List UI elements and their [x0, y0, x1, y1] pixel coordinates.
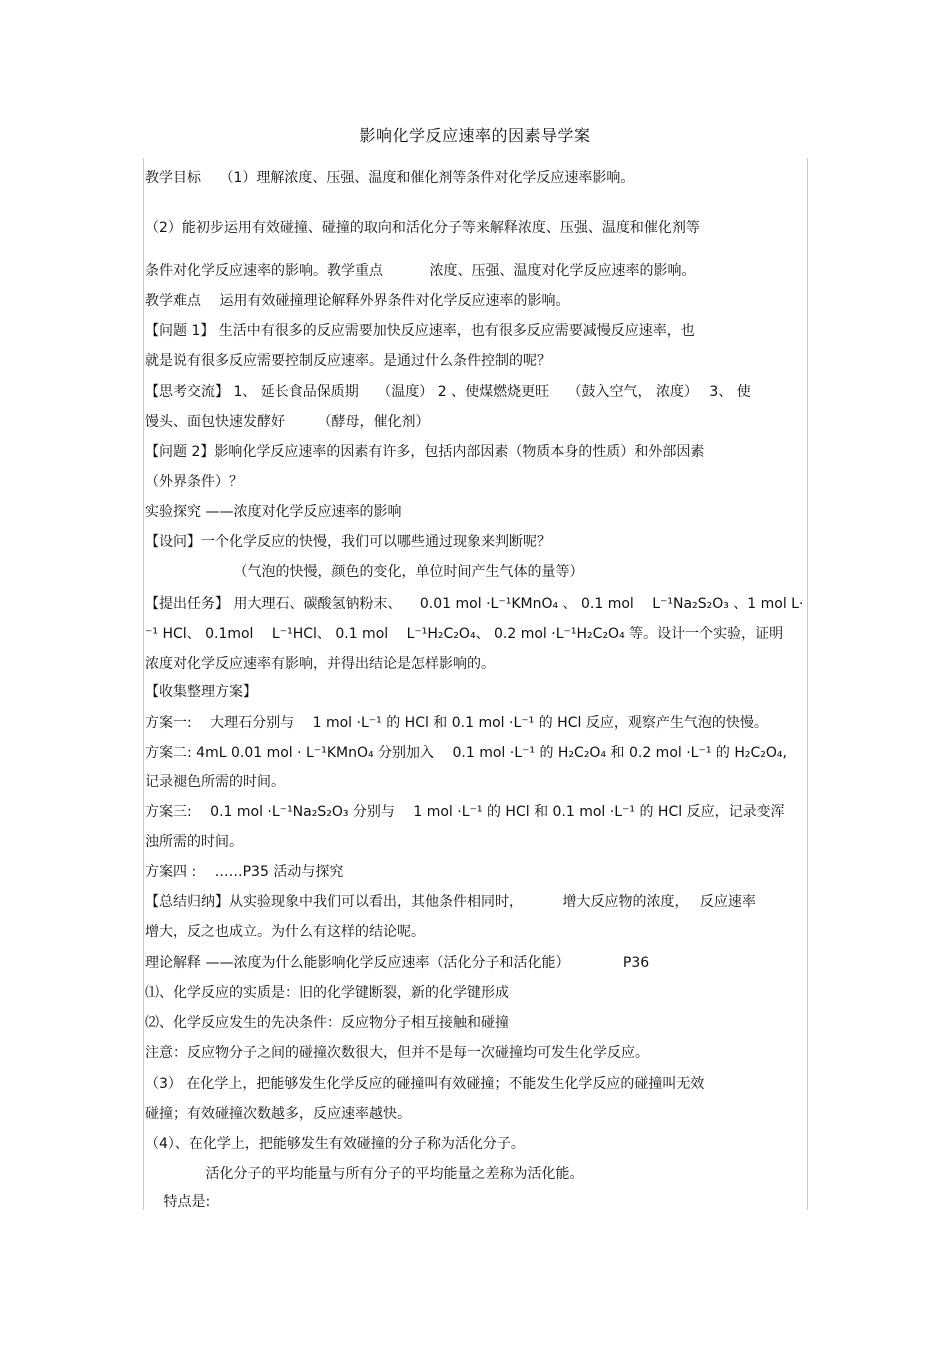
text-line: ⑵、化学反应发生的先决条件：反应物分子相互接触和碰撞: [145, 1015, 509, 1031]
text-line: （4）、在化学上，把能够发生有效碰撞的分子称为活化分子。: [145, 1136, 525, 1152]
text-line: 馒头、面包快速发酵好 （酵母，催化剂）: [145, 414, 430, 430]
text-line: （3） 在化学上，把能够发生化学反应的碰撞叫有效碰撞；不能发生化学反应的碰撞叫无效: [145, 1076, 705, 1092]
text-line: 注意：反应物分子之间的碰撞次数很大，但并不是每一次碰撞均可发生化学反应。: [145, 1045, 649, 1061]
text-line: 【问题 2】影响化学反应速率的因素有许多，包括内部因素（物质本身的性质）和外部因素: [145, 444, 705, 460]
text-line: 教学难点 运用有效碰撞理论解释外界条件对化学反应速率的影响。: [145, 293, 570, 309]
text-line: （2）能初步运用有效碰撞、碰撞的取向和活化分子等来解释浓度、压强、温度和催化剂等: [145, 220, 700, 236]
text-line: ⑴、化学反应的实质是：旧的化学键断裂，新的化学键形成: [145, 985, 509, 1001]
text-line: 教学目标 （1）理解浓度、压强、温度和催化剂等条件对化学反应速率影响。: [145, 170, 635, 186]
text-line: 【问题 1】 生活中有很多的反应需要加快反应速率，也有很多反应需要减慢反应速率，也: [145, 323, 695, 339]
text-line: 增大，反之也成立。为什么有这样的结论呢。: [145, 924, 425, 940]
text-line: 碰撞；有效碰撞次数越多，反应速率越快。: [145, 1106, 411, 1122]
text-line: 就是说有很多反应需要控制反应速率。是通过什么条件控制的呢？: [145, 353, 551, 369]
text-line: 【收集整理方案】: [145, 684, 257, 700]
frame-right-border: [807, 158, 808, 1210]
text-line: 特点是:: [145, 1194, 211, 1210]
text-line: 浊所需的时间。: [145, 834, 243, 850]
text-line: 条件对化学反应速率的影响。教学重点 浓度、压强、温度对化学反应速率的影响。: [145, 263, 696, 279]
text-line: （气泡的快慢，颜色的变化，单位时间产生气体的量等）: [145, 564, 584, 580]
text-line: 方案四 : ……P35 活动与探究: [145, 864, 344, 880]
text-line: 【设问】一个化学反应的快慢，我们可以哪些通过现象来判断呢？: [145, 534, 551, 550]
text-line: 【思考交流】 1、 延长食品保质期 （温度） 2 、使煤燃烧更旺 （鼓入空气， 浓度） 3、 使: [145, 384, 751, 400]
text-line: ⁻¹ HCl、 0.1mol L⁻¹HCl、 0.1 mol L⁻¹H₂C₂O₄、 0.2 mol ·L⁻¹H₂C₂O₄ 等。设计一个实验，证明: [145, 626, 784, 642]
text-line: 实验探究 ——浓度对化学反应速率的影响: [145, 504, 402, 520]
page-title: 影响化学反应速率的因素导学案: [359, 126, 591, 145]
text-line: （外界条件）？: [145, 474, 243, 490]
text-line: 理论解释 ——浓度为什么能影响化学反应速率（活化分子和活化能） P36: [145, 955, 650, 971]
text-line: 记录褪色所需的时间。: [145, 774, 285, 790]
text-line: 活化分子的平均能量与所有分子的平均能量之差称为活化能。: [145, 1166, 584, 1182]
text-line: 浓度对化学反应速率有影响，并得出结论是怎样影响的。: [145, 656, 495, 672]
frame-left-border: [143, 158, 144, 1210]
text-line: 【总结归纳】从实验现象中我们可以看出，其他条件相同时， 增大反应物的浓度， 反应速率: [145, 894, 756, 910]
text-line: 【提出任务】 用大理石、碳酸氢钠粉末、 0.01 mol ·L⁻¹KMnO₄ 、 0.1 mol L⁻¹Na₂S₂O₃ 、1 mol L·: [145, 596, 804, 612]
text-line: 方案一: 大理石分别与 1 mol ·L⁻¹ 的 HCl 和 0.1 mol ·L⁻¹ 的 HCl 反应，观察产生气泡的快慢。: [145, 715, 768, 731]
text-line: 方案二: 4mL 0.01 mol · L⁻¹KMnO₄ 分别加入 0.1 mol ·L⁻¹ 的 H₂C₂O₄ 和 0.2 mol ·L⁻¹ 的 H₂C₂O₄,: [145, 745, 787, 761]
text-line: 方案三: 0.1 mol ·L⁻¹Na₂S₂O₃ 分别与 1 mol ·L⁻¹ 的 HCl 和 0.1 mol ·L⁻¹ 的 HCl 反应，记录变浑: [145, 804, 785, 820]
